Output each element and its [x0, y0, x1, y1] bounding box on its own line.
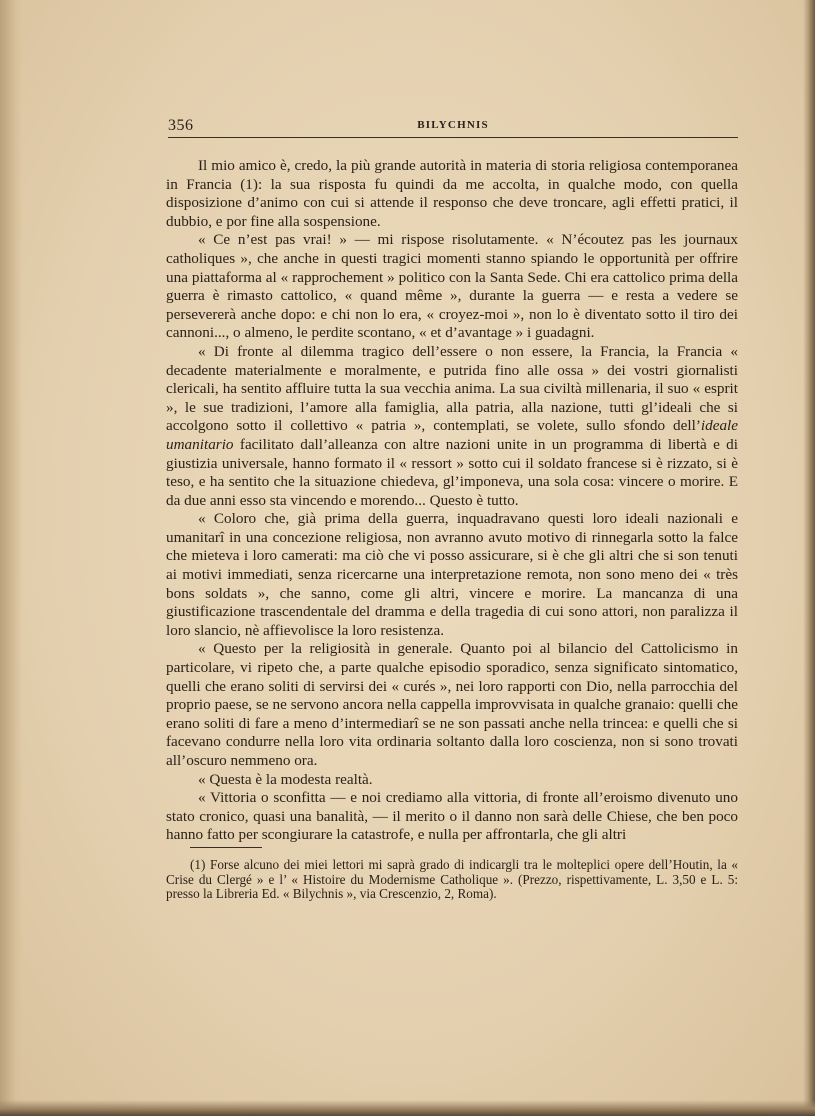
- page-number: 356: [168, 117, 194, 134]
- italic-phrase: ideale umanitario: [166, 417, 738, 453]
- paragraph-5: « Questo per la religiosità in generale. Quanto poi al bilancio del Cattolicismo in particolare, vi ripeto che, a parte qualche episodio sporadico, senza significato sintomatico, quelli che erano soliti di servirsi dei « curés », nei loro rapporti con Dio, nella parrocchia del proprio paese, se ne servono ancora nella cappella improvvisata in qualche granaio: quelli che erano soliti di fare a meno d’intermediarî se ne son passati anche nella trincea: e quelli che si facevano condurre nella loro vita ordinaria soltanto dalla loro coscienza, non si sono trovati all’oscuro nemmeno ora.: [166, 640, 738, 769]
- paragraph-1: Il mio amico è, credo, la più grande autorità in materia di storia religiosa contemporanea in Francia (1): la sua risposta fu quindi da me accolta, in qualche modo, con quella disposizione d’animo con cui si attende il responso che deve troncare, agli effetti pratici, il dubbio, e por fine alla sospensione.: [166, 157, 738, 230]
- page-bottom-edge: [0, 1100, 815, 1116]
- footnote: [166, 858, 738, 902]
- paragraph-3-part-1: « Di fronte al dilemma tragico dell’essere o non essere, la Francia, la Francia « decadente materialmente e moralmente, e putrida fino alle ossa » dei vostri giornalisti clericali, ha sentito affluire tutta la sua vecchia anima. La sua civiltà millenaria, il suo « esprit », le sue tradizioni, l’amore alla famiglia, alla patria, alla nazione, tutti gl’ideali che si accolgono sotto il collettivo « patria », contemplati, se volete, sullo sfondo dell’: [166, 342, 738, 435]
- paragraph-2: « Ce n’est pas vrai! » — mi rispose risolutamente. « N’écoutez pas les journaux catholiques », che anche in questi tragici momenti stanno spiando le opportunità per offrire una piattaforma al « rapprochement » politico con la Santa Sede. Chi era cattolico prima della guerra è rimasto cattolico, « quand même », durante la guerra — e resta a vedere se persevererà anche dopo: e chi non lo era, « croyez-moi », non lo è diventato sotto il tiro dei cannoni..., o almeno, le perdite scontano, « et d’avantage » i guadagni.: [166, 231, 738, 342]
- page-left-edge: [0, 0, 22, 1116]
- body-text: [166, 157, 738, 845]
- paragraph-6: « Questa è la modesta realtà.: [198, 770, 373, 788]
- page-right-edge: [803, 0, 815, 1116]
- page-header: [168, 117, 738, 137]
- paragraph-3-part-2: facilitato dall’alleanza con altre nazioni unite in un programma di libertà e di giustizia universale, hanno formato il « ressort » sotto cui il soldato francese si è rizzato, si è teso, e ha sentito che la situazione chiedeva, gl’imponeva, una sola cosa: vincere o morire. E da due anni esso sta vincendo e morendo... Questo è tutto.: [166, 435, 738, 509]
- paragraph-4: « Coloro che, già prima della guerra, inquadravano questi loro ideali nazionali e umanitarî in una concezione religiosa, non avranno avuto motivo di rinnegarla sotto la falce che mieteva i loro camerati: ma ciò che vi posso assicurare, si è che gli altri che si son tenuti ai motivi immediati, senza ricercarne una interpretazione remota, non sono meno dei « très bons soldats », che sanno, come gli altri, vincere e morire. La mancanza di una giustificazione trascendentale del dramma e della tragedia di cui sono attori, non paralizza il loro slancio, nè affievolisce la loro resistenza.: [166, 510, 738, 639]
- header-rule: [168, 137, 738, 138]
- paragraph-7: « Vittoria o sconfitta — e noi crediamo alla vittoria, di fronte all’eroismo divenuto uno stato cronico, quasi una banalità, — il merito o il danno non sarà delle Chiese, che ben poco hanno fatto per scongiurare la catastrofe, e nulla per affrontarla, che gli altri: [166, 789, 738, 844]
- paragraph-3: [166, 343, 738, 510]
- footnote-rule: [190, 847, 262, 848]
- running-title: BILYCHNIS: [417, 119, 489, 131]
- footnote-text: (1) Forse alcuno dei miei lettori mi saprà grado di indicargli tra le molteplici opere dell’Houtin, la « Crise du Clergé » e l’ « Histoire du Modernisme Catholique ». (Prezzo, rispettivamente, L. 3,50 e L. 5: presso la Libreria Ed. « Bilychnis », via Crescenzio, 2, Roma).: [166, 857, 738, 902]
